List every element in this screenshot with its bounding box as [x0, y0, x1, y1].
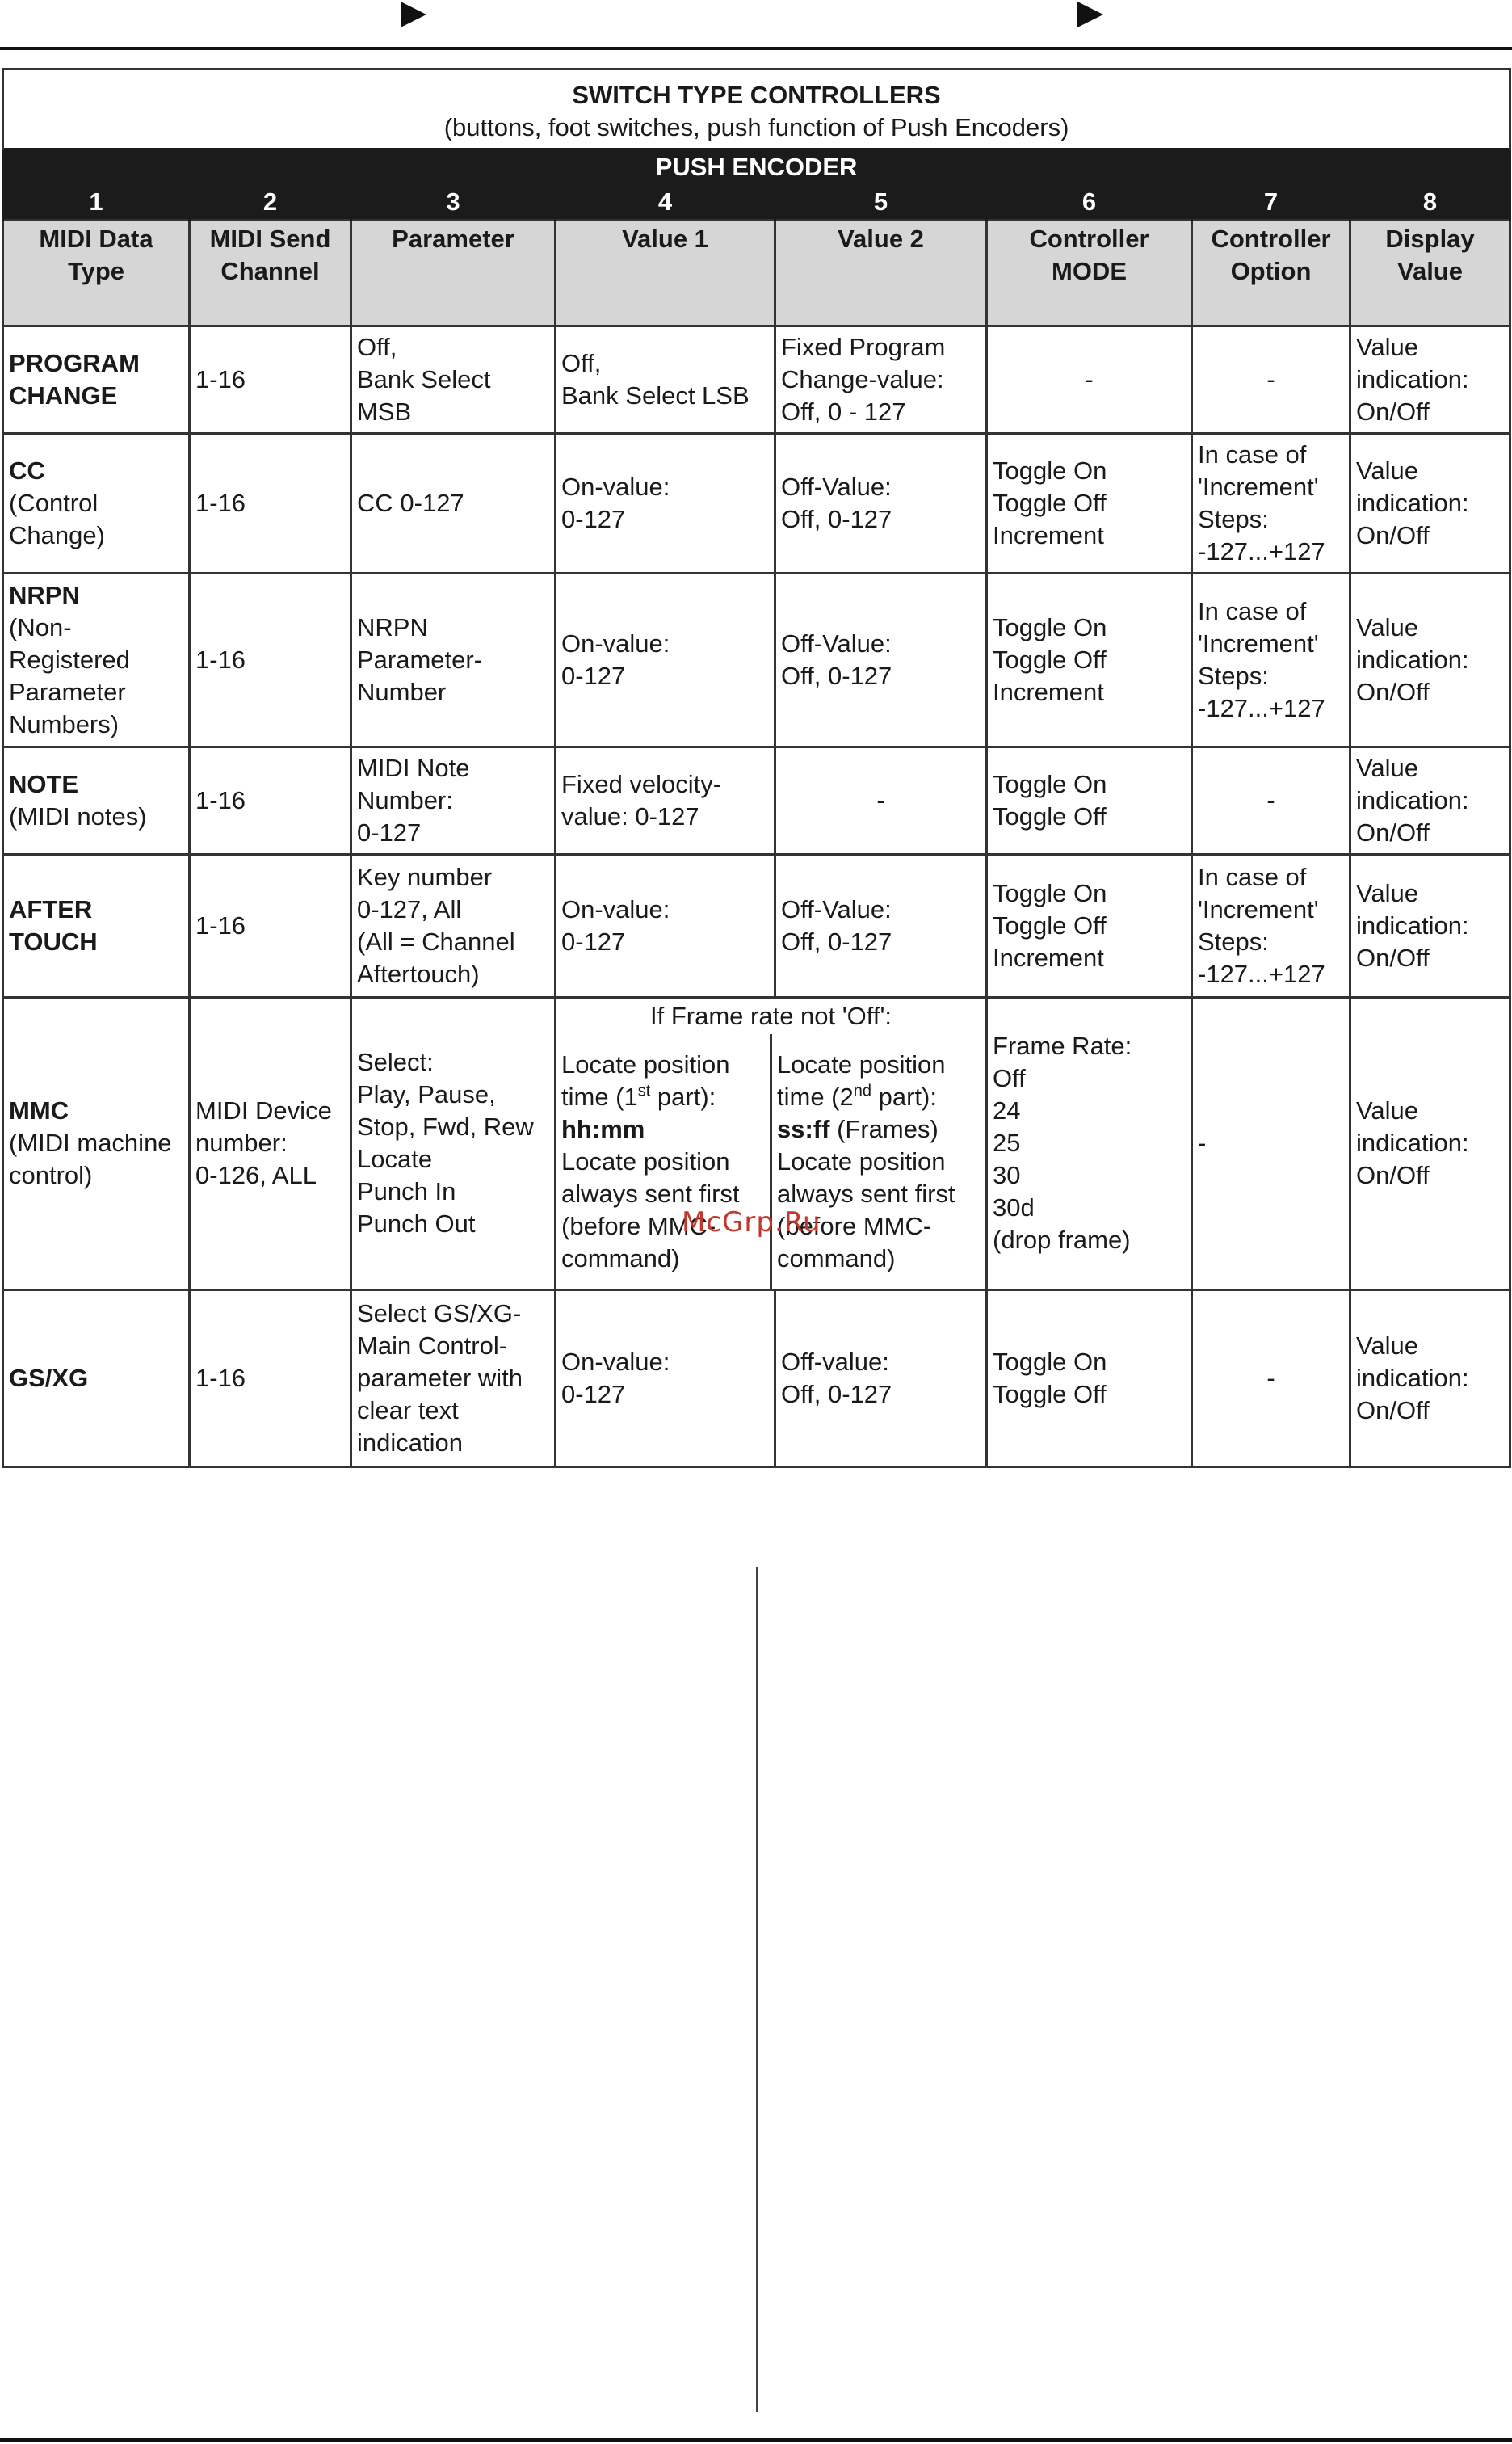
cell-option: - [1192, 326, 1350, 433]
cell-value-1: On-value: 0-127 [556, 854, 775, 997]
cell-value-1: Fixed velocity- value: 0-127 [556, 747, 775, 854]
cell-parameter: Off, Bank Select MSB [351, 326, 556, 433]
top-rule [0, 47, 1512, 50]
col-number: 1 [3, 184, 190, 220]
bottom-rule [0, 2438, 1512, 2442]
cell-display: Value indication: On/Off [1350, 997, 1510, 1289]
cell-parameter: Select: Play, Pause, Stop, Fwd, Rew Locate Punch In Punch Out [351, 997, 556, 1289]
col-number: 2 [190, 184, 351, 220]
col-number: 7 [1192, 184, 1350, 220]
table-subtitle: (buttons, foot switches, push function of Push Encoders) [443, 112, 1069, 141]
cell-value-1: On-value: 0-127 [556, 1289, 775, 1466]
table-row [3, 854, 1510, 997]
cell-display: Value indication: On/Off [1350, 433, 1510, 573]
play-arrow-icon [1077, 2, 1103, 27]
col-number: 8 [1350, 184, 1510, 220]
cell-parameter: NRPN Parameter- Number [351, 573, 556, 747]
play-arrow-icon [401, 2, 426, 27]
header-controller-mode: Controller MODE [987, 221, 1192, 326]
header-controller-option: Controller Option [1192, 221, 1350, 326]
col-number: 4 [556, 184, 775, 220]
cell-type: GS/XG [3, 1289, 190, 1466]
header-value-2: Value 2 [775, 221, 987, 326]
cell-mmc-values [556, 997, 987, 1289]
header-value-1: Value 1 [556, 221, 775, 326]
cell-channel: 1-16 [190, 573, 351, 747]
table-row [3, 747, 1510, 854]
cell-value-1: Off, Bank Select LSB [556, 326, 775, 433]
cell-display: Value indication: On/Off [1350, 1289, 1510, 1466]
cell-mode: Toggle On Toggle Off Increment [987, 433, 1192, 573]
switch-controllers-table-wrapper [2, 68, 1509, 1468]
cell-mode: - [987, 326, 1192, 433]
cell-mode: Frame Rate: Off 24 25 30 30d (drop frame) [987, 997, 1192, 1289]
cell-mode: Toggle On Toggle Off Increment [987, 573, 1192, 747]
cell-option: - [1192, 1289, 1350, 1466]
cell-type: MMC (MIDI machine control) [3, 997, 190, 1289]
cell-value-1: On-value: 0-127 [556, 433, 775, 573]
header-display-value: Display Value [1350, 221, 1510, 326]
cell-option: - [1192, 997, 1350, 1289]
cell-channel: 1-16 [190, 1289, 351, 1466]
cell-value-1: Locate position time (1st part): hh:mm Locate position always sent first (before MMC- command) [556, 1034, 772, 1289]
cell-display: Value indication: On/Off [1350, 747, 1510, 854]
cell-value-2: Off-Value: Off, 0-127 [775, 433, 987, 573]
cell-type: NOTE (MIDI notes) [3, 747, 190, 854]
table-row [3, 573, 1510, 747]
cell-type: AFTER TOUCH [3, 854, 190, 997]
table-title-cell [3, 69, 1510, 149]
cell-mode: Toggle On Toggle Off Increment [987, 854, 1192, 997]
cell-parameter: MIDI Note Number: 0-127 [351, 747, 556, 854]
cell-channel: 1-16 [190, 854, 351, 997]
frame-rate-note: If Frame rate not 'Off': [650, 1001, 892, 1030]
cell-option: In case of 'Increment' Steps: -127...+127 [1192, 854, 1350, 997]
cell-parameter: CC 0-127 [351, 433, 556, 573]
cell-value-2: - [775, 747, 987, 854]
cell-type: CC (Control Change) [3, 433, 190, 573]
push-encoder-band: PUSH ENCODER [3, 149, 1510, 184]
cell-parameter: Key number 0-127, All (All = Channel Aftertouch) [351, 854, 556, 997]
table-row [3, 1289, 1510, 1466]
table-row [3, 433, 1510, 573]
cell-type: PROGRAM CHANGE [3, 326, 190, 433]
cell-channel: 1-16 [190, 747, 351, 854]
cell-mode: Toggle On Toggle Off [987, 747, 1192, 854]
cell-value-2: Fixed Program Change-value: Off, 0 - 127 [775, 326, 987, 433]
col-number: 6 [987, 184, 1192, 220]
cell-value-2: Off-Value: Off, 0-127 [775, 854, 987, 997]
cell-value-2: Off-value: Off, 0-127 [775, 1289, 987, 1466]
cell-value-2: Locate position time (2nd part): ss:ff (Frames) Locate position always sent first (before MMC- command) [777, 1050, 956, 1272]
header-midi-send-channel: MIDI Send Channel [190, 221, 351, 326]
cell-channel: 1-16 [190, 326, 351, 433]
cell-display: Value indication: On/Off [1350, 573, 1510, 747]
cell-value-2: Off-Value: Off, 0-127 [775, 573, 987, 747]
table-row [3, 326, 1510, 433]
switch-controllers-table [2, 68, 1511, 1468]
cell-parameter: Select GS/XG- Main Control- parameter with clear text indication [351, 1289, 556, 1466]
cell-channel: 1-16 [190, 433, 351, 573]
col-number: 3 [351, 184, 556, 220]
cell-value-1: On-value: 0-127 [556, 573, 775, 747]
table-row [3, 997, 1510, 1289]
cell-option: In case of 'Increment' Steps: -127...+127 [1192, 433, 1350, 573]
col-number: 5 [775, 184, 987, 220]
header-midi-data-type: MIDI Data Type [3, 221, 190, 326]
table-title: SWITCH TYPE CONTROLLERS [572, 80, 941, 109]
cell-display: Value indication: On/Off [1350, 854, 1510, 997]
cell-type: NRPN (Non- Registered Parameter Numbers) [3, 573, 190, 747]
column-divider [756, 1567, 758, 2412]
cell-display: Value indication: On/Off [1350, 326, 1510, 433]
header-parameter: Parameter [351, 221, 556, 326]
cell-option: In case of 'Increment' Steps: -127...+127 [1192, 573, 1350, 747]
cell-option: - [1192, 747, 1350, 854]
cell-channel: MIDI Device number: 0-126, ALL [190, 997, 351, 1289]
cell-mode: Toggle On Toggle Off [987, 1289, 1192, 1466]
watermark: McGrp.Ru [682, 1206, 821, 1239]
